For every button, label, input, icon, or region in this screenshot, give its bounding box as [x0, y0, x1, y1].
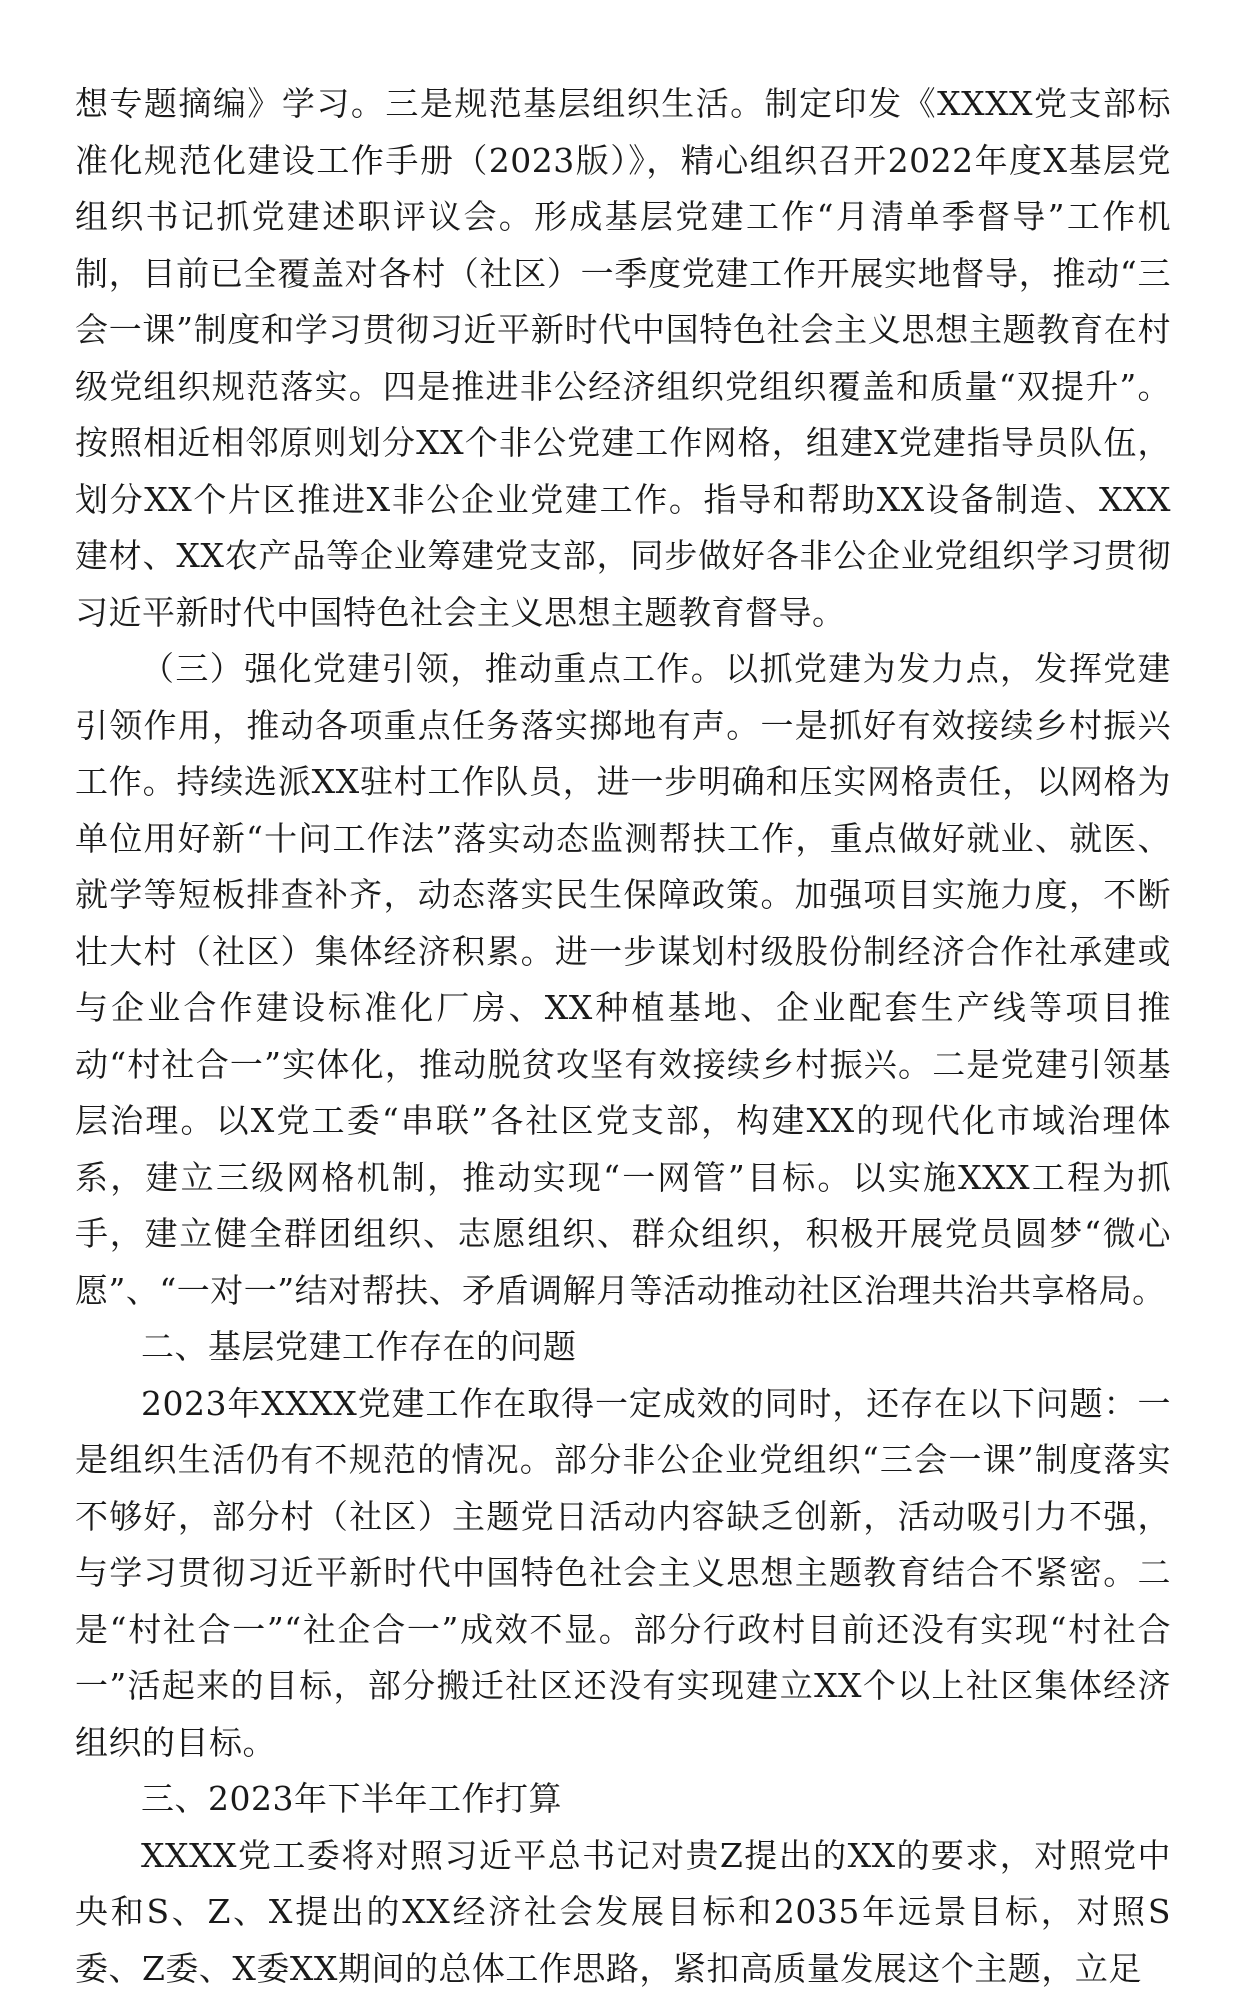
heading-problems: 二、基层党建工作存在的问题 [75, 1319, 1171, 1376]
paragraph-problems: 2023年XXXX党建工作在取得一定成效的同时，还存在以下问题：一是组织生活仍有不规范的情况。部分非公企业党组织“三会一课”制度落实不够好，部分村（社区）主题党日活动内容缺乏创新，活动吸引力不强，与学习贯彻习近平新时代中国特色社会主义思想主题教育结合不紧密。二是“村社合一”“社企合一”成效不显。部分行政村目前还没有实现“村社合一”活起来的目标，部分搬迁社区还没有实现建立XX个以上社区集体经济组织的目标。 [75, 1376, 1171, 1772]
paragraph-section-three: （三）强化党建引领，推动重点工作。以抓党建为发力点，发挥党建引领作用，推动各项重点任务落实掷地有声。一是抓好有效接续乡村振兴工作。持续选派XX驻村工作队员，进一步明确和压实网格责任，以网格为单位用好新“十问工作法”落实动态监测帮扶工作，重点做好就业、就医、就学等短板排查补齐，动态落实民生保障政策。加强项目实施力度，不断壮大村（社区）集体经济积累。进一步谋划村级股份制经济合作社承建或与企业合作建设标准化厂房、XX种植基地、企业配套生产线等项目推动“村社合一”实体化，推动脱贫攻坚有效接续乡村振兴。二是党建引领基层治理。以X党工委“串联”各社区党支部，构建XX的现代化市域治理体系，建立三级网格机制，推动实现“一网管”目标。以实施XXX工程为抓手，建立健全群团组织、志愿组织、群众组织，积极开展党员圆梦“微心愿”、“一对一”结对帮扶、矛盾调解月等活动推动社区治理共治共享格局。 [75, 641, 1171, 1319]
heading-plans: 三、2023年下半年工作打算 [75, 1771, 1171, 1828]
paragraph-party-building-continued: 想专题摘编》学习。三是规范基层组织生活。制定印发《XXXX党支部标准化规范化建设工作手册（2023版）》，精心组织召开2022年度X基层党组织书记抓党建述职评议会。形成基层党建工作“月清单季督导”工作机制，目前已全覆盖对各村（社区）一季度党建工作开展实地督导，推动“三会一课”制度和学习贯彻习近平新时代中国特色社会主义思想主题教育在村级党组织规范落实。四是推进非公经济组织党组织覆盖和质量“双提升”。按照相近相邻原则划分XX个非公党建工作网格，组建X党建指导员队伍，划分XX个片区推进X非公企业党建工作。指导和帮助XX设备制造、XXX建材、XX农产品等企业筹建党支部，同步做好各非公企业党组织学习贯彻习近平新时代中国特色社会主义思想主题教育督导。 [75, 76, 1171, 641]
paragraph-plans: XXXX党工委将对照习近平总书记对贵Z提出的XX的要求，对照党中央和S、Z、X提出的XX经济社会发展目标和2035年远景目标，对照S委、Z委、X委XX期间的总体工作思路，紧扣高质量发展这个主题，立足 [75, 1828, 1171, 1997]
